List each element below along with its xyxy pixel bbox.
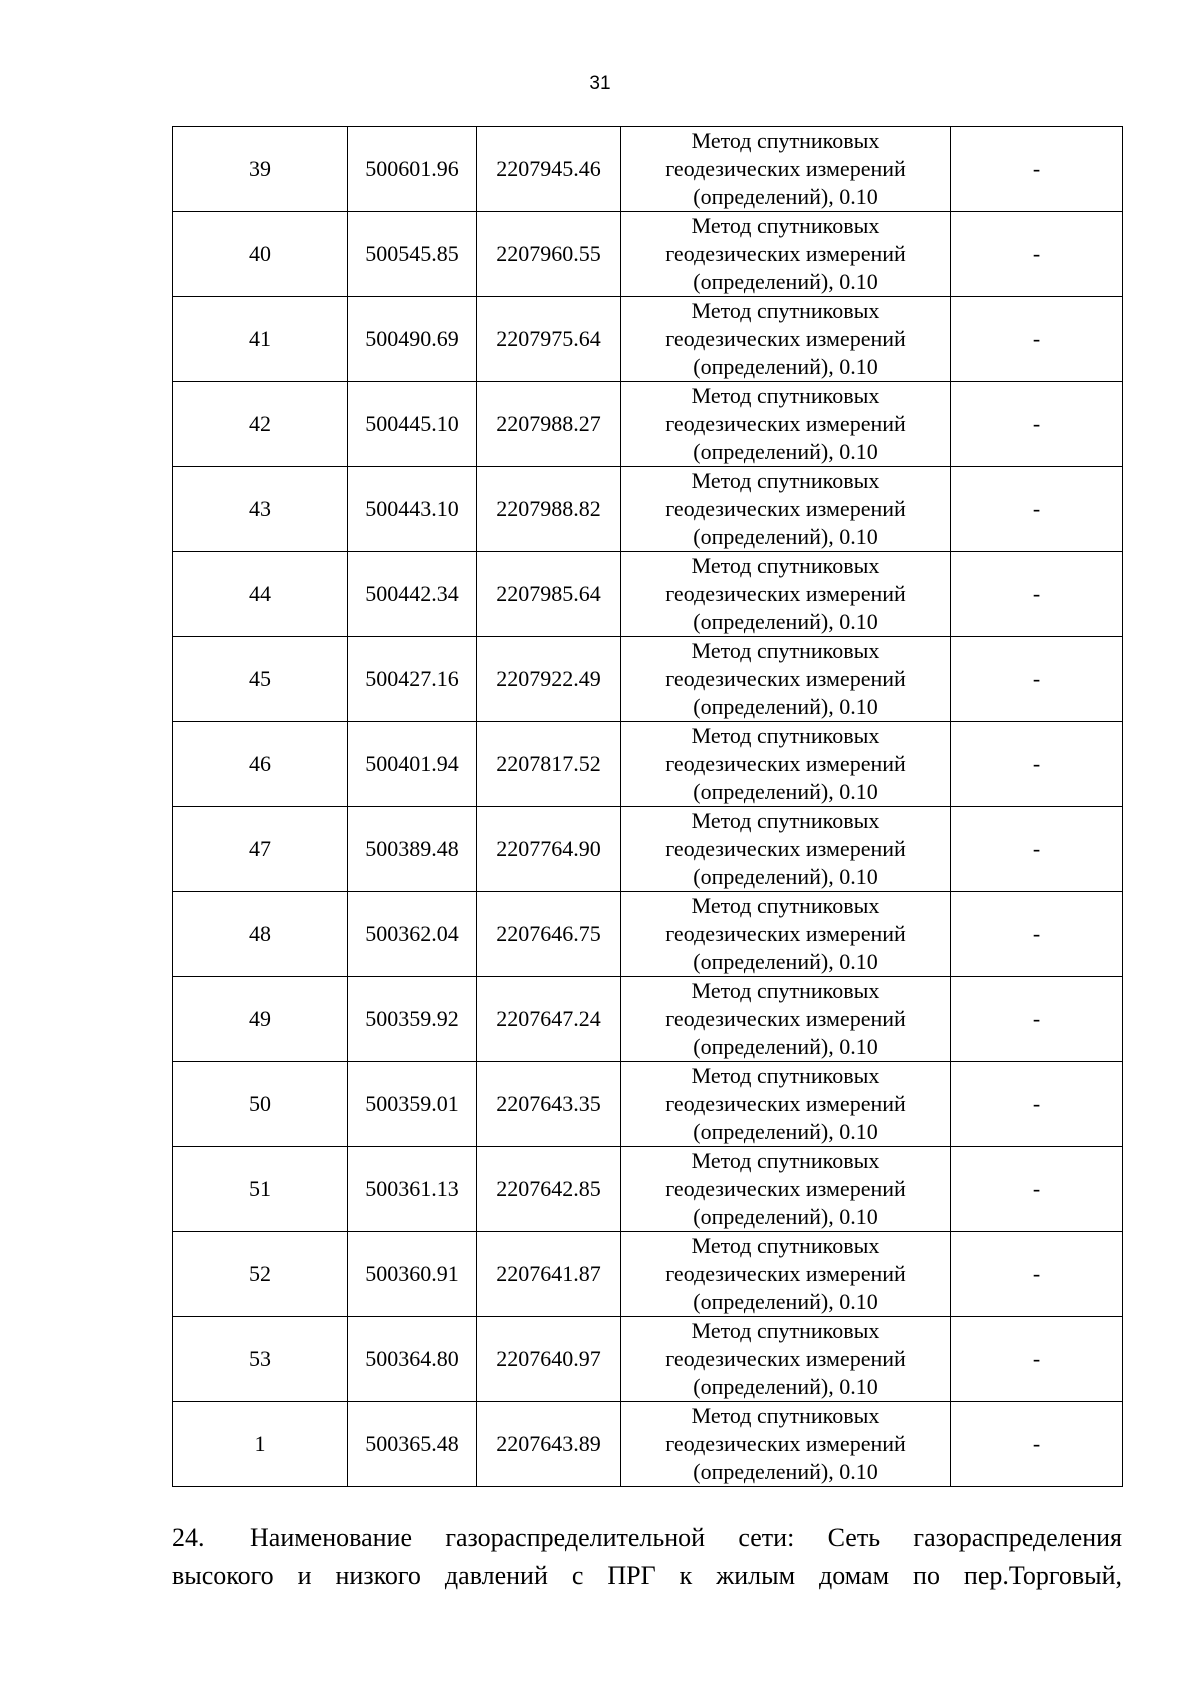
cell-y-coordinate: 2207960.55	[477, 212, 621, 297]
cell-note: -	[951, 637, 1123, 722]
cell-note: -	[951, 1147, 1123, 1232]
cell-x-coordinate: 500361.13	[348, 1147, 477, 1232]
cell-y-coordinate: 2207985.64	[477, 552, 621, 637]
table-row	[173, 1402, 1123, 1487]
coordinates-table	[172, 126, 1123, 1487]
cell-note: -	[951, 892, 1123, 977]
table-row	[173, 1232, 1123, 1317]
cell-x-coordinate: 500445.10	[348, 382, 477, 467]
cell-method	[621, 1062, 951, 1147]
cell-note: -	[951, 977, 1123, 1062]
cell-x-coordinate: 500427.16	[348, 637, 477, 722]
cell-y-coordinate: 2207922.49	[477, 637, 621, 722]
method-line: геодезических измерений	[665, 156, 906, 181]
method-line: геодезических измерений	[665, 411, 906, 436]
cell-x-coordinate: 500443.10	[348, 467, 477, 552]
method-line: (определений), 0.10	[693, 694, 878, 719]
cell-note: -	[951, 552, 1123, 637]
cell-x-coordinate: 500360.91	[348, 1232, 477, 1317]
cell-y-coordinate: 2207646.75	[477, 892, 621, 977]
table-row	[173, 977, 1123, 1062]
cell-point-number: 47	[173, 807, 348, 892]
cell-point-number: 44	[173, 552, 348, 637]
method-line: (определений), 0.10	[693, 184, 878, 209]
method-line: геодезических измерений	[665, 326, 906, 351]
method-line: Метод спутниковых	[691, 383, 880, 408]
table-row	[173, 807, 1123, 892]
cell-point-number: 48	[173, 892, 348, 977]
method-line: Метод спутниковых	[691, 978, 880, 1003]
cell-x-coordinate: 500362.04	[348, 892, 477, 977]
method-line: геодезических измерений	[665, 1346, 906, 1371]
table-row	[173, 1062, 1123, 1147]
method-line: геодезических измерений	[665, 1091, 906, 1116]
method-line: (определений), 0.10	[693, 864, 878, 889]
table-row	[173, 467, 1123, 552]
cell-y-coordinate: 2207643.35	[477, 1062, 621, 1147]
cell-note: -	[951, 722, 1123, 807]
cell-y-coordinate: 2207817.52	[477, 722, 621, 807]
method-line: геодезических измерений	[665, 1261, 906, 1286]
cell-point-number: 43	[173, 467, 348, 552]
method-line: геодезических измерений	[665, 241, 906, 266]
paragraph-line-2: высокого и низкого давлений с ПРГ к жилым домам по пер.Торговый,	[172, 1561, 1122, 1590]
table-row	[173, 722, 1123, 807]
method-line: геодезических измерений	[665, 496, 906, 521]
cell-x-coordinate: 500401.94	[348, 722, 477, 807]
cell-method	[621, 127, 951, 212]
cell-note: -	[951, 1062, 1123, 1147]
cell-y-coordinate: 2207975.64	[477, 297, 621, 382]
cell-point-number: 1	[173, 1402, 348, 1487]
table-row	[173, 212, 1123, 297]
table-row	[173, 297, 1123, 382]
cell-method	[621, 552, 951, 637]
method-line: (определений), 0.10	[693, 439, 878, 464]
table-body	[173, 127, 1123, 1487]
method-line: (определений), 0.10	[693, 779, 878, 804]
cell-note: -	[951, 212, 1123, 297]
cell-y-coordinate: 2207988.27	[477, 382, 621, 467]
cell-method	[621, 977, 951, 1062]
cell-method	[621, 1402, 951, 1487]
cell-method	[621, 1232, 951, 1317]
method-line: Метод спутниковых	[691, 128, 880, 153]
cell-point-number: 53	[173, 1317, 348, 1402]
cell-x-coordinate: 500359.01	[348, 1062, 477, 1147]
method-line: геодезических измерений	[665, 836, 906, 861]
method-line: Метод спутниковых	[691, 298, 880, 323]
method-line: (определений), 0.10	[693, 1119, 878, 1144]
cell-note: -	[951, 467, 1123, 552]
method-line: геодезических измерений	[665, 666, 906, 691]
cell-y-coordinate: 2207647.24	[477, 977, 621, 1062]
method-line: геодезических измерений	[665, 1006, 906, 1031]
method-line: геодезических измерений	[665, 581, 906, 606]
paragraph-text-1: Наименование газораспределительной сети: Сеть газораспределения	[250, 1523, 1122, 1552]
cell-x-coordinate: 500490.69	[348, 297, 477, 382]
method-line: геодезических измерений	[665, 921, 906, 946]
cell-y-coordinate: 2207945.46	[477, 127, 621, 212]
method-line: (определений), 0.10	[693, 1459, 878, 1484]
table-row	[173, 892, 1123, 977]
table-row	[173, 637, 1123, 722]
cell-x-coordinate: 500359.92	[348, 977, 477, 1062]
method-line: Метод спутниковых	[691, 638, 880, 663]
cell-method	[621, 1147, 951, 1232]
cell-y-coordinate: 2207764.90	[477, 807, 621, 892]
table-row	[173, 552, 1123, 637]
method-line: Метод спутниковых	[691, 893, 880, 918]
method-line: Метод спутниковых	[691, 808, 880, 833]
cell-y-coordinate: 2207640.97	[477, 1317, 621, 1402]
table-row	[173, 127, 1123, 212]
table-row	[173, 1147, 1123, 1232]
method-line: Метод спутниковых	[691, 468, 880, 493]
method-line: (определений), 0.10	[693, 1034, 878, 1059]
cell-y-coordinate: 2207641.87	[477, 1232, 621, 1317]
method-line: Метод спутниковых	[691, 1063, 880, 1088]
method-line: Метод спутниковых	[691, 1403, 880, 1428]
cell-note: -	[951, 1317, 1123, 1402]
cell-point-number: 49	[173, 977, 348, 1062]
method-line: геодезических измерений	[665, 1431, 906, 1456]
method-line: Метод спутниковых	[691, 1148, 880, 1173]
cell-note: -	[951, 1232, 1123, 1317]
method-line: геодезических измерений	[665, 751, 906, 776]
method-line: Метод спутниковых	[691, 1318, 880, 1343]
method-line: (определений), 0.10	[693, 1289, 878, 1314]
cell-method	[621, 467, 951, 552]
cell-method	[621, 807, 951, 892]
cell-method	[621, 1317, 951, 1402]
method-line: (определений), 0.10	[693, 1374, 878, 1399]
cell-note: -	[951, 382, 1123, 467]
cell-method	[621, 382, 951, 467]
cell-point-number: 40	[173, 212, 348, 297]
cell-x-coordinate: 500364.80	[348, 1317, 477, 1402]
cell-note: -	[951, 297, 1123, 382]
cell-y-coordinate: 2207643.89	[477, 1402, 621, 1487]
cell-point-number: 42	[173, 382, 348, 467]
cell-point-number: 52	[173, 1232, 348, 1317]
cell-method	[621, 297, 951, 382]
cell-method	[621, 722, 951, 807]
paragraph-line-1	[172, 1519, 1122, 1557]
method-line: Метод спутниковых	[691, 213, 880, 238]
cell-point-number: 39	[173, 127, 348, 212]
cell-x-coordinate: 500389.48	[348, 807, 477, 892]
page-number: 31	[589, 73, 611, 94]
method-line: (определений), 0.10	[693, 609, 878, 634]
method-line: геодезических измерений	[665, 1176, 906, 1201]
cell-point-number: 45	[173, 637, 348, 722]
method-line: Метод спутниковых	[691, 553, 880, 578]
table-row	[173, 382, 1123, 467]
cell-note: -	[951, 1402, 1123, 1487]
cell-point-number: 46	[173, 722, 348, 807]
cell-y-coordinate: 2207988.82	[477, 467, 621, 552]
cell-method	[621, 892, 951, 977]
cell-y-coordinate: 2207642.85	[477, 1147, 621, 1232]
cell-x-coordinate: 500601.96	[348, 127, 477, 212]
section-paragraph	[172, 1519, 1122, 1595]
method-line: (определений), 0.10	[693, 269, 878, 294]
cell-method	[621, 637, 951, 722]
cell-point-number: 51	[173, 1147, 348, 1232]
table-row	[173, 1317, 1123, 1402]
cell-x-coordinate: 500442.34	[348, 552, 477, 637]
cell-point-number: 41	[173, 297, 348, 382]
method-line: Метод спутниковых	[691, 1233, 880, 1258]
cell-x-coordinate: 500365.48	[348, 1402, 477, 1487]
cell-x-coordinate: 500545.85	[348, 212, 477, 297]
method-line: (определений), 0.10	[693, 354, 878, 379]
cell-point-number: 50	[173, 1062, 348, 1147]
cell-note: -	[951, 127, 1123, 212]
paragraph-number: 24.	[172, 1523, 205, 1552]
cell-note: -	[951, 807, 1123, 892]
method-line: (определений), 0.10	[693, 524, 878, 549]
method-line: (определений), 0.10	[693, 949, 878, 974]
method-line: (определений), 0.10	[693, 1204, 878, 1229]
method-line: Метод спутниковых	[691, 723, 880, 748]
cell-method	[621, 212, 951, 297]
